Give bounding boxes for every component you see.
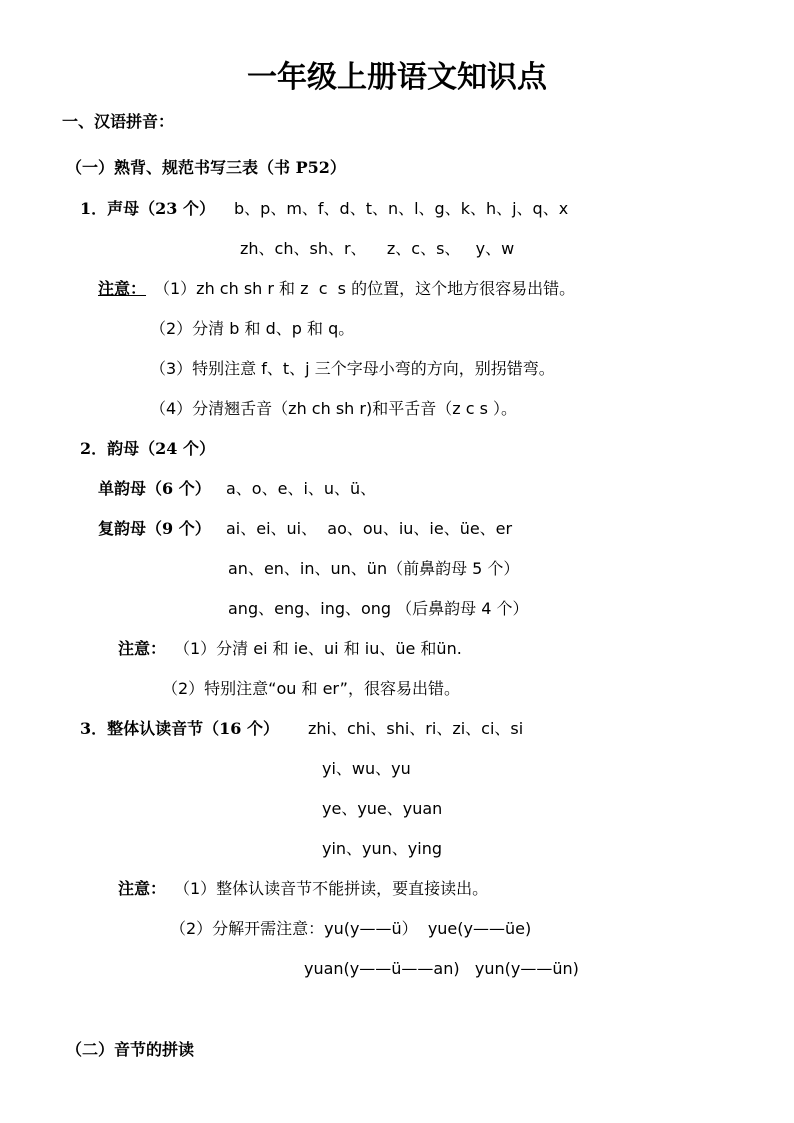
- compound-finals-line-3: ang、eng、ing、ong （后鼻韵母 4 个）: [228, 599, 529, 618]
- whole-syllables-line-1: zhi、chi、shi、ri、zi、ci、si: [308, 719, 524, 738]
- compound-finals-label: 复韵母（9 个）: [98, 519, 211, 538]
- subsection-heading-syllable-reading: （二）音节的拼读: [66, 1040, 195, 1059]
- note-line: yuan(y——ü——an) yun(y——ün): [304, 959, 579, 978]
- note-label: 注意：: [98, 279, 147, 298]
- initials-line-1: b、p、m、f、d、t、n、l、g、k、h、j、q、x: [234, 199, 569, 218]
- page-title: 一年级上册语文知识点: [247, 60, 547, 95]
- note-line: （1）整体认读音节不能拼读，要直接读出。: [174, 879, 489, 898]
- note-line: （1）分清 ei 和 ie、ui 和 iu、üe 和ün.: [174, 639, 462, 658]
- note-line: （2）分清 b 和 d、p 和 q。: [150, 319, 355, 338]
- item-whole-syllables-label: 3．整体认读音节（16 个）: [80, 719, 279, 738]
- note-line: （4）分清翘舌音（zh ch sh r)和平舌音（z c s ）。: [150, 399, 518, 418]
- whole-syllables-line-2: yi、wu、yu: [322, 759, 411, 778]
- note-line: （1）zh ch sh r 和 z c s 的位置，这个地方很容易出错。: [154, 279, 576, 298]
- section-heading-pinyin: 一、汉语拼音：: [62, 112, 175, 131]
- note-label: 注意：: [118, 639, 167, 658]
- whole-syllables-line-4: yin、yun、ying: [322, 839, 443, 858]
- initials-line-2: zh、ch、sh、r、 z、c、s、 y、w: [240, 239, 515, 258]
- item-initials-label: 1．声母（23 个）: [80, 199, 215, 218]
- note-line: （3）特别注意 f、t、j 三个字母小弯的方向，别拐错弯。: [150, 359, 555, 378]
- note-label: 注意：: [118, 879, 167, 898]
- subsection-heading-three-tables: （一）熟背、规范书写三表（书 P52）: [66, 158, 346, 177]
- single-finals: a、o、e、i、u、ü、: [226, 479, 377, 498]
- single-finals-label: 单韵母（6 个）: [98, 479, 211, 498]
- whole-syllables-line-3: ye、yue、yuan: [322, 799, 443, 818]
- note-line: （2）分解开需注意：yu(y——ü） yue(y——üe): [170, 919, 532, 938]
- compound-finals-line-1: ai、ei、ui、 ao、ou、iu、ie、üe、er: [226, 519, 513, 538]
- item-finals-label: 2．韵母（24 个）: [80, 439, 215, 458]
- compound-finals-line-2: an、en、in、un、ün（前鼻韵母 5 个）: [228, 559, 520, 578]
- note-line: （2）特别注意“ou 和 er”，很容易出错。: [162, 679, 460, 698]
